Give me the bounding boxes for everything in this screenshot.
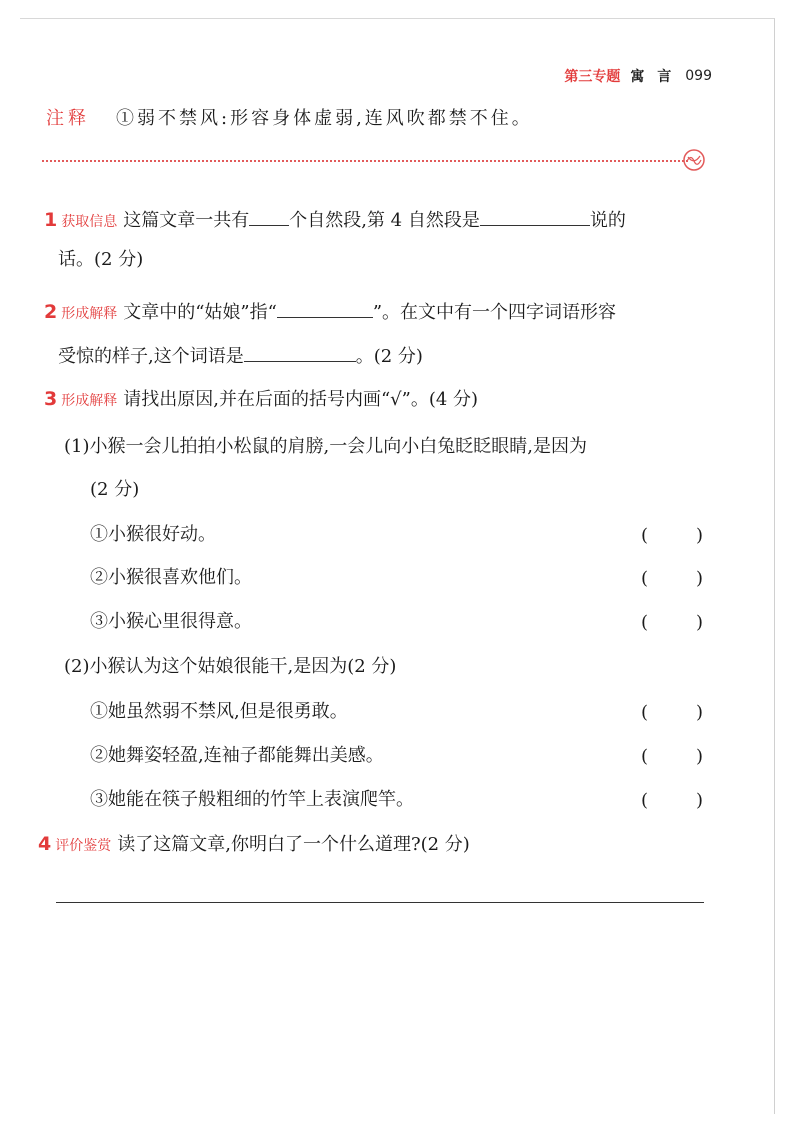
dotted-divider	[42, 160, 688, 162]
annotation-tag: 注释	[46, 108, 90, 129]
question-number: 3	[44, 388, 58, 410]
answer-blank[interactable]	[277, 300, 373, 318]
option: ③她能在筷子般粗细的竹竿上表演爬竿。	[90, 789, 414, 810]
question-text: ”。在文中有一个四字词语形容	[372, 302, 617, 323]
question-text: 受惊的样子,这个词语是	[58, 346, 244, 367]
option: ②小猴很喜欢他们。	[90, 567, 252, 588]
sub-question-1-score: (2 分)	[90, 479, 140, 500]
option: ①小猴很好动。	[90, 524, 216, 545]
question-1	[44, 208, 626, 232]
answer-parentheses[interactable]: ( )	[641, 746, 703, 767]
question-text: 读了这篇文章,你明白了一个什么道理?(2 分)	[117, 834, 470, 855]
option: ①她虽然弱不禁风,但是很勇敢。	[90, 701, 348, 722]
answer-parentheses[interactable]: ( )	[641, 612, 703, 633]
page-border	[20, 18, 775, 1114]
question-number: 2	[44, 301, 58, 323]
question-type: 评价鉴赏	[55, 838, 112, 854]
section-label: 第三专题	[564, 69, 621, 85]
answer-line[interactable]	[56, 902, 704, 903]
question-text: 这篇文章一共有	[123, 210, 250, 231]
question-3	[44, 389, 478, 411]
question-number: 1	[44, 209, 58, 231]
answer-blank[interactable]	[244, 344, 356, 362]
answer-blank[interactable]	[480, 208, 590, 226]
page-number: 099	[685, 68, 712, 84]
question-type: 形成解释	[61, 393, 118, 409]
answer-parentheses[interactable]: ( )	[641, 702, 703, 723]
question-text: 。(2 分)	[355, 346, 423, 367]
sub-question-2-stem: (2)小猴认为这个姑娘很能干,是因为(2 分)	[64, 656, 397, 677]
question-text: 个自然段,第 4 自然段是	[289, 210, 480, 231]
question-2	[44, 300, 616, 324]
answer-parentheses[interactable]: ( )	[641, 790, 703, 811]
question-text: 请找出原因,并在后面的括号内画“√”。(4 分)	[123, 389, 479, 410]
knot-icon	[682, 148, 706, 172]
question-type: 形成解释	[61, 306, 118, 322]
annotation	[46, 104, 533, 130]
option: ③小猴心里很得意。	[90, 611, 252, 632]
annotation-text: ①弱不禁风:形容身体虚弱,连风吹都禁不住。	[116, 108, 533, 129]
answer-parentheses[interactable]: ( )	[641, 525, 703, 546]
answer-parentheses[interactable]: ( )	[641, 568, 703, 589]
question-1-line2: 话。(2 分)	[58, 249, 144, 270]
question-text: 说的	[589, 210, 626, 231]
answer-blank[interactable]	[249, 208, 289, 226]
sub-question-1-stem: (1)小猴一会儿拍拍小松鼠的肩膀,一会儿向小白兔眨眨眼睛,是因为	[64, 436, 587, 457]
page-header	[564, 66, 712, 86]
topic-label: 寓 言	[630, 69, 676, 85]
question-number: 4	[38, 833, 52, 855]
question-text: 文章中的“姑娘”指“	[123, 302, 277, 323]
question-4	[38, 834, 470, 856]
option: ②她舞姿轻盈,连袖子都能舞出美感。	[90, 745, 384, 766]
question-type: 获取信息	[61, 214, 118, 230]
question-2-line2	[58, 344, 423, 367]
